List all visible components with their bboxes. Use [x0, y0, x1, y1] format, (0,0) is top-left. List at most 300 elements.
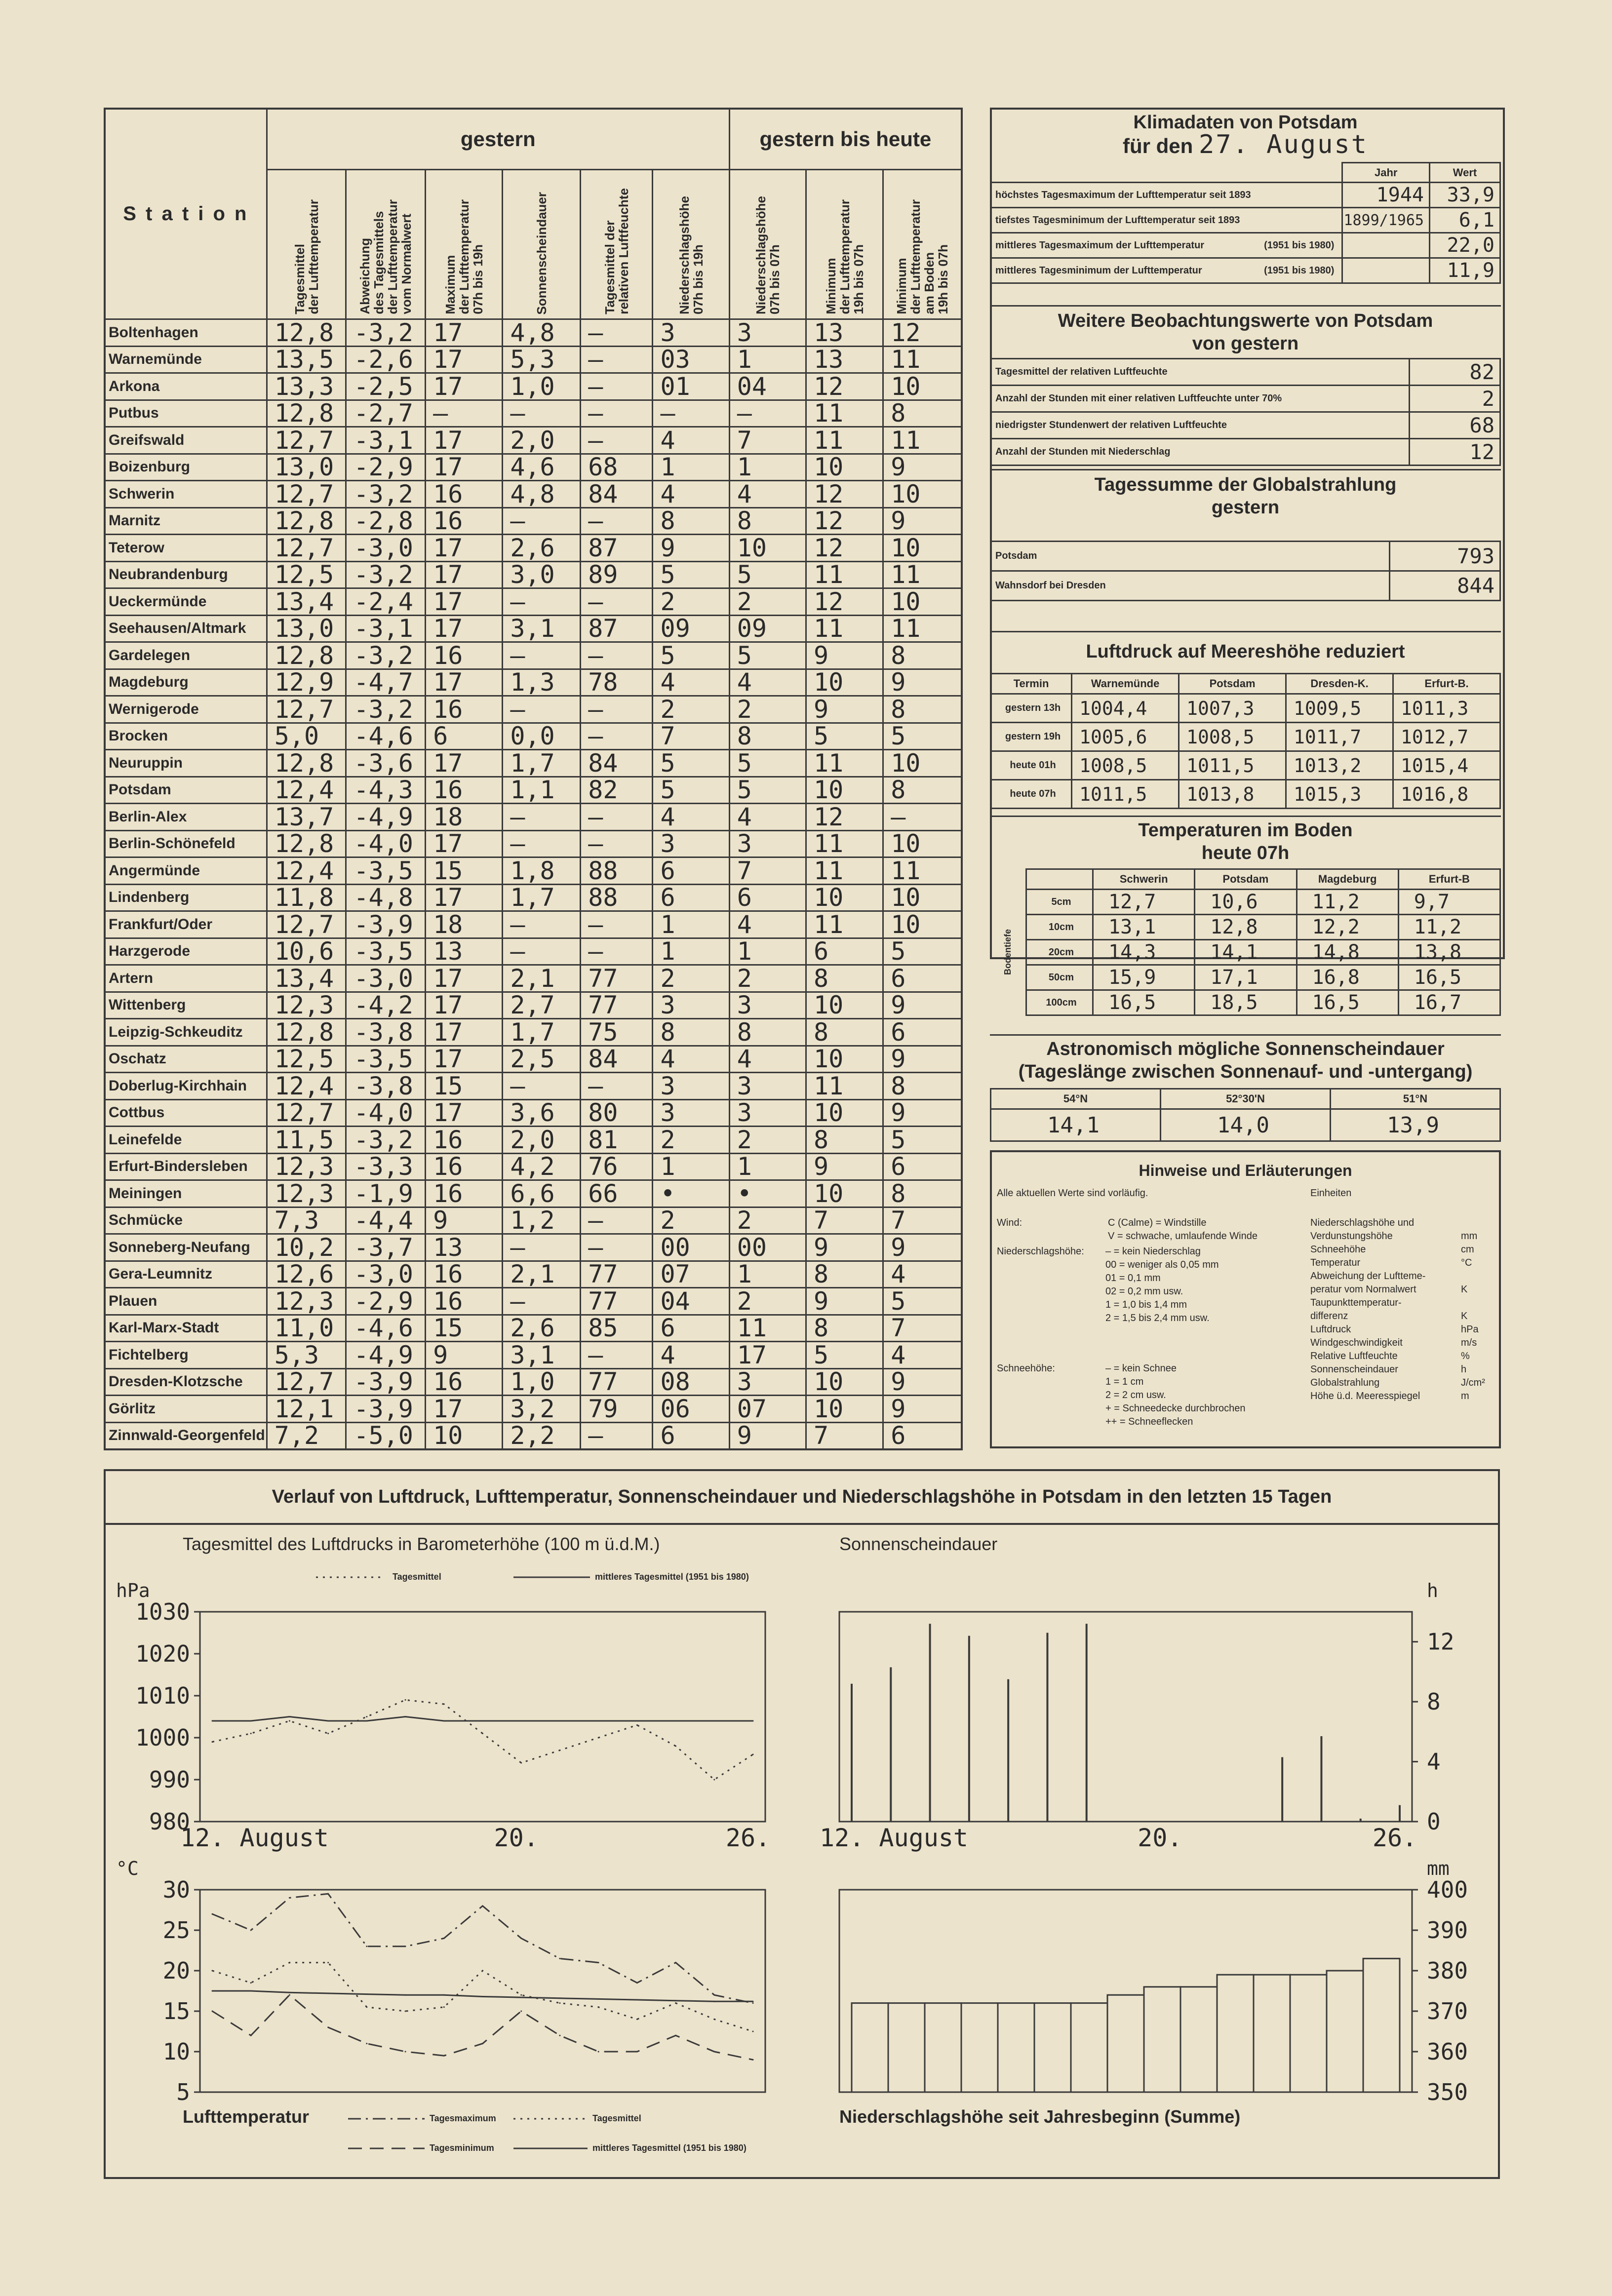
station-value: 12	[806, 507, 883, 535]
note-item: 00 = weniger als 0,05 mm	[1105, 1259, 1219, 1270]
station-value: 07	[729, 1396, 806, 1423]
station-value: 77	[581, 1368, 653, 1396]
station-value: -2,9	[346, 454, 426, 481]
station-value: 11	[806, 857, 883, 885]
station-value: 2	[653, 965, 729, 992]
station-value: 4	[653, 427, 729, 454]
soil-value: 14,1	[1195, 940, 1297, 965]
soil-header: Potsdam	[1195, 869, 1297, 890]
unit-label: Taupunkttemperatur-	[1310, 1297, 1402, 1308]
station-name: Artern	[105, 965, 267, 992]
station-value: 1,7	[503, 750, 581, 777]
chart-0-series-1-point	[520, 1720, 522, 1722]
station-value: 13	[806, 319, 883, 347]
station-value: 0,0	[503, 723, 581, 750]
chart-0-series-0-point	[636, 1724, 638, 1726]
chart-2-ytick-label: 15	[162, 1998, 190, 2024]
group-yesterday: gestern	[267, 109, 729, 170]
station-value: 5	[653, 777, 729, 804]
chart-0-ytick-label: 1030	[135, 1598, 190, 1625]
station-value: -4,4	[346, 1207, 426, 1234]
station-name: Putbus	[105, 400, 267, 427]
station-value: 8	[883, 642, 962, 669]
chart-2-series-2-point	[520, 2011, 522, 2012]
soil-depth: 100cm	[1026, 990, 1093, 1015]
unit-label: Windgeschwindigkeit	[1310, 1337, 1403, 1348]
chart-3-bar	[1327, 1971, 1363, 2092]
station-value: 5	[883, 938, 962, 965]
chart-0-series-1-point	[212, 1720, 213, 1722]
chart-2-series-1-point	[559, 2002, 560, 2004]
unit-symbol: h	[1461, 1364, 1467, 1375]
station-value: 10	[806, 1099, 883, 1127]
chart-2-series-1-point	[289, 1962, 290, 1963]
station-value: -4,9	[346, 1342, 426, 1369]
station-name: Warnemünde	[105, 346, 267, 373]
station-value: 66	[581, 1180, 653, 1207]
station-value: 12,7	[267, 1368, 346, 1396]
astro-header: 51°N	[1331, 1089, 1500, 1109]
chart-0-ytick-label: 1000	[135, 1724, 190, 1751]
station-value: -2,9	[346, 1288, 426, 1315]
soil-value: 16,8	[1297, 965, 1398, 990]
station-value: -3,5	[346, 857, 426, 885]
station-value: 11	[806, 561, 883, 588]
unit-label: Verdunstungshöhe	[1310, 1231, 1393, 1242]
chart-2-series-0-point	[752, 2002, 754, 2004]
chart-0-series-1-point	[250, 1720, 252, 1722]
chart-0-series-0-point	[250, 1733, 252, 1734]
chart-2-ytick-label: 20	[162, 1957, 190, 1984]
station-value: -4,6	[346, 1315, 426, 1342]
pressure-value: 1011,3	[1393, 694, 1500, 723]
unit-symbol: K	[1461, 1284, 1468, 1295]
station-name: Sonneberg-Neufang	[105, 1234, 267, 1261]
station-name: Boltenhagen	[105, 319, 267, 347]
pressure-term: gestern 13h	[991, 694, 1072, 723]
chart-3-bar	[1254, 1975, 1290, 2092]
station-name: Görlitz	[105, 1396, 267, 1423]
station-value: 8	[806, 1127, 883, 1154]
pressure-header: Termin	[991, 674, 1072, 694]
chart-0-ytick-label: 980	[149, 1808, 190, 1835]
chart-3-ytick-label: 400	[1427, 1876, 1468, 1903]
station-value: 3	[653, 830, 729, 857]
station-value: 12,5	[267, 561, 346, 588]
chart-3-bar	[925, 2003, 961, 2092]
station-value: -4,0	[346, 830, 426, 857]
station-value: 77	[581, 1261, 653, 1288]
station-value: 16	[426, 777, 503, 804]
soil-value: 17,1	[1195, 965, 1297, 990]
station-value: 17	[426, 750, 503, 777]
station-value: –	[883, 804, 962, 831]
chart-1-xlabel: 12. August	[820, 1824, 969, 1852]
station-value: 10	[806, 1046, 883, 1073]
station-value: 4	[729, 481, 806, 508]
station-value: 2	[729, 1207, 806, 1234]
station-value: 2,6	[503, 1315, 581, 1342]
chart-1-ytick-label: 8	[1427, 1688, 1441, 1715]
climate-label-text: höchstes Tagesmaximum der Lufttemperatur seit 1893	[995, 189, 1251, 200]
chart-2-series-1-point	[713, 2019, 715, 2020]
soil-value: 10,6	[1195, 890, 1297, 915]
chart-3-bar	[852, 2003, 888, 2092]
station-value: 5	[653, 750, 729, 777]
unit-label: Schneehöhe	[1310, 1244, 1366, 1255]
station-value: 17	[426, 535, 503, 562]
unit-label: peratur vom Normalwert	[1310, 1284, 1416, 1295]
chart-0-xlabel: 26.	[725, 1824, 771, 1852]
astro-header: 54°N	[991, 1089, 1161, 1109]
climate-label-text: mittleres Tagesminimum der Lufttemperatur	[995, 265, 1202, 276]
unit-symbol: J/cm²	[1461, 1377, 1485, 1388]
station-value: 1,0	[503, 373, 581, 400]
station-value: 10	[883, 481, 962, 508]
chart-3-bar	[888, 2003, 925, 2092]
station-value: 17	[426, 1396, 503, 1423]
station-value: 17	[426, 561, 503, 588]
station-value: 12,4	[267, 777, 346, 804]
station-value: 12	[883, 319, 962, 347]
station-value: 9	[883, 1368, 962, 1396]
station-value: -2,8	[346, 507, 426, 535]
station-value: 3,6	[503, 1099, 581, 1127]
chart-1-ytick-label: 4	[1427, 1748, 1441, 1775]
station-value: -3,7	[346, 1234, 426, 1261]
station-value: 2	[653, 1207, 729, 1234]
group-yesterday-today: gestern bis heute	[729, 109, 962, 170]
unit-label: Abweichung der Luftteme-	[1310, 1271, 1426, 1282]
soil-value: 13,8	[1398, 940, 1500, 965]
column-header-text: Niederschlagshöhe 07h bis 07h	[753, 196, 782, 314]
station-value: 84	[581, 750, 653, 777]
chart-2-series-1-point	[482, 1970, 483, 1972]
soil-title: Temperaturen im Boden heute 07h	[990, 816, 1501, 864]
station-value: 4	[729, 669, 806, 696]
station-value: 04	[729, 373, 806, 400]
station-value: 11	[883, 561, 962, 588]
station-value: 12	[806, 535, 883, 562]
station-value: 9	[883, 669, 962, 696]
station-value: -3,0	[346, 535, 426, 562]
station-value: 2	[729, 1288, 806, 1315]
station-value: 12,7	[267, 481, 346, 508]
station-value: 5	[806, 1342, 883, 1369]
station-value: 4	[653, 669, 729, 696]
station-name: Doberlug-Kirchhain	[105, 1073, 267, 1100]
station-name: Wernigerode	[105, 696, 267, 723]
station-value: 9	[806, 696, 883, 723]
soil-depth: 10cm	[1026, 915, 1093, 940]
chart-3-bar	[1144, 1987, 1180, 2092]
station-value: -3,2	[346, 561, 426, 588]
station-value: 1	[653, 911, 729, 938]
station-value: 13	[806, 346, 883, 373]
station-value: 2,5	[503, 1046, 581, 1073]
station-name: Lindenberg	[105, 884, 267, 911]
pressure-header: Dresden-K.	[1286, 674, 1393, 694]
chart-2-series-0-point	[675, 1962, 676, 1963]
further-value: 82	[1410, 359, 1500, 386]
soil-depth: 20cm	[1026, 940, 1093, 965]
station-value: 8	[729, 723, 806, 750]
station-value: 17	[426, 1099, 503, 1127]
station-value: 3,2	[503, 1396, 581, 1423]
notes-title: Hinweise und Erläuterungen	[1139, 1162, 1352, 1179]
station-value: 75	[581, 1019, 653, 1046]
station-value: -3,2	[346, 642, 426, 669]
station-value: 4	[729, 804, 806, 831]
station-value: 3	[653, 1073, 729, 1100]
station-value: -3,2	[346, 696, 426, 723]
station-value: 2,0	[503, 427, 581, 454]
station-value: 17	[426, 373, 503, 400]
station-value: 7	[883, 1315, 962, 1342]
station-value: 6	[653, 1422, 729, 1449]
station-value: 2,7	[503, 992, 581, 1019]
station-value: -3,9	[346, 1396, 426, 1423]
unit-label: Globalstrahlung	[1310, 1377, 1380, 1388]
station-value: 13,0	[267, 615, 346, 642]
station-value: 12,6	[267, 1261, 346, 1288]
station-value: 8	[883, 777, 962, 804]
station-value: 1,8	[503, 857, 581, 885]
station-value: 2	[653, 588, 729, 616]
station-name: Boizenburg	[105, 454, 267, 481]
station-value: 76	[581, 1153, 653, 1180]
station-value: -4,9	[346, 804, 426, 831]
station-value: 3,0	[503, 561, 581, 588]
soil-value: 12,2	[1297, 915, 1398, 940]
station-value: 08	[653, 1368, 729, 1396]
pressure-header: Warnemünde	[1072, 674, 1179, 694]
pressure-term: gestern 19h	[991, 723, 1072, 751]
station-value: 9	[806, 1288, 883, 1315]
station-value: 13,0	[267, 454, 346, 481]
legend-temp-max: Tagesmaximum	[430, 2113, 496, 2123]
station-name: Ueckermünde	[105, 588, 267, 616]
station-value: 15	[426, 1073, 503, 1100]
station-value: 06	[653, 1396, 729, 1423]
station-value: 6	[653, 884, 729, 911]
station-header: S t a t i o n	[105, 109, 267, 319]
station-name: Magdeburg	[105, 669, 267, 696]
station-value: 82	[581, 777, 653, 804]
station-value: 6	[806, 938, 883, 965]
chart-3-ytick-label: 350	[1427, 2079, 1468, 2105]
station-value: 16	[426, 1180, 503, 1207]
station-value: 17	[426, 992, 503, 1019]
chart-2-series-2-point	[636, 2051, 638, 2053]
station-value: 8	[806, 965, 883, 992]
station-name: Fichtelberg	[105, 1342, 267, 1369]
station-value: 17	[426, 830, 503, 857]
further-label: Anzahl der Stunden mit einer relativen Luftfeuchte unter 70%	[991, 386, 1410, 412]
station-value: 1	[729, 346, 806, 373]
notes-units-title: Einheiten	[1310, 1188, 1352, 1199]
pressure-title: Luftdruck auf Meereshöhe reduziert	[990, 631, 1501, 673]
station-value: 11	[806, 911, 883, 938]
pressure-value: 1015,4	[1393, 751, 1500, 780]
station-value: 7,3	[267, 1207, 346, 1234]
station-value: 9	[806, 1234, 883, 1261]
climate-col-year: Jahr	[1342, 163, 1430, 183]
station-value: –	[581, 346, 653, 373]
station-value: 2	[729, 696, 806, 723]
station-value: –	[581, 373, 653, 400]
station-value: 77	[581, 965, 653, 992]
station-value: 17	[426, 346, 503, 373]
station-value: 00	[653, 1234, 729, 1261]
station-value: -3,0	[346, 1261, 426, 1288]
station-value: 9	[883, 1234, 962, 1261]
station-value: 3	[729, 1099, 806, 1127]
station-value: 12	[806, 588, 883, 616]
station-name: Oschatz	[105, 1046, 267, 1073]
station-value: 11	[806, 400, 883, 427]
chart-0-series-0-point	[366, 1716, 367, 1717]
station-value: 18	[426, 911, 503, 938]
station-value: -3,8	[346, 1073, 426, 1100]
chart-0-xlabel: 20.	[494, 1824, 539, 1852]
climate-col-value: Wert	[1430, 163, 1500, 183]
chart-2-series-3-point	[366, 1993, 367, 1995]
station-name: Berlin-Alex	[105, 804, 267, 831]
chart-2-title: Lufttemperatur	[183, 2106, 310, 2127]
chart-3-ylabel: mm	[1427, 1858, 1450, 1879]
chart-2-series-2-point	[405, 2051, 406, 2053]
station-value: 80	[581, 1099, 653, 1127]
station-value: 8	[883, 1180, 962, 1207]
chart-0-ylabel: hPa	[116, 1580, 150, 1601]
station-value: 16	[426, 696, 503, 723]
station-value: 13,7	[267, 804, 346, 831]
chart-2-series-3-point	[598, 1998, 599, 2000]
station-name: Meiningen	[105, 1180, 267, 1207]
station-value: 09	[653, 615, 729, 642]
chart-2-series-1-point	[366, 2006, 367, 2008]
station-value: 10	[883, 535, 962, 562]
legend-pressure-normal: mittleres Tagesmittel (1951 bis 1980)	[595, 1572, 749, 1582]
station-value: –	[581, 696, 653, 723]
station-value: -3,3	[346, 1153, 426, 1180]
station-value: 12,4	[267, 1073, 346, 1100]
station-value: 12,3	[267, 1180, 346, 1207]
chart-1-frame	[839, 1612, 1412, 1822]
station-value: 6	[653, 1315, 729, 1342]
chart-0-series-1-point	[443, 1720, 445, 1722]
climate-value: 33,9	[1430, 183, 1500, 208]
station-value: –	[503, 938, 581, 965]
chart-2-series-2-point	[675, 2035, 676, 2036]
chart-2-series-3-point	[482, 1996, 483, 1997]
legend-temp-min: Tagesminimum	[430, 2143, 494, 2153]
station-value: 10	[806, 669, 883, 696]
legend-pressure-mean: Tagesmittel	[393, 1572, 441, 1582]
station-value: 10	[883, 373, 962, 400]
station-value: -3,5	[346, 1046, 426, 1073]
soil-value: 16,5	[1297, 990, 1398, 1015]
station-value: 1	[729, 1261, 806, 1288]
chart-0-series-0-point	[405, 1699, 406, 1701]
station-value: –	[653, 400, 729, 427]
station-value: 1,7	[503, 1019, 581, 1046]
station-value: 3,1	[503, 615, 581, 642]
station-value: 88	[581, 857, 653, 885]
note-item: ++ = Schneeflecken	[1105, 1416, 1193, 1427]
station-value: 4,8	[503, 481, 581, 508]
station-value: 1,0	[503, 1368, 581, 1396]
station-value: 9	[883, 1396, 962, 1423]
soil-value: 16,5	[1398, 965, 1500, 990]
station-value: 10	[426, 1422, 503, 1449]
station-value: –	[581, 830, 653, 857]
station-value: 3,1	[503, 1342, 581, 1369]
station-value: –	[581, 938, 653, 965]
station-value: 12,3	[267, 1153, 346, 1180]
station-name: Brocken	[105, 723, 267, 750]
station-value: 16	[426, 1153, 503, 1180]
station-value: 6	[883, 1422, 962, 1449]
chart-2-series-2-point	[250, 2035, 252, 2036]
station-value: 6	[883, 1019, 962, 1046]
station-value: 9	[729, 1422, 806, 1449]
station-value: -3,1	[346, 615, 426, 642]
notes-snow-label: Schneehöhe:	[997, 1363, 1055, 1374]
chart-1-xlabel: 26.	[1372, 1824, 1417, 1852]
station-value: 1	[653, 938, 729, 965]
chart-0-series-0-point	[713, 1779, 715, 1781]
chart-3-ytick-label: 380	[1427, 1957, 1468, 1984]
station-value: 17	[426, 965, 503, 992]
chart-3-bar	[1107, 1995, 1144, 2092]
station-value: 10	[883, 750, 962, 777]
station-value: 9	[883, 992, 962, 1019]
station-value: 16	[426, 1261, 503, 1288]
station-value: 2	[653, 1127, 729, 1154]
unit-label: Relative Luftfeuchte	[1310, 1351, 1398, 1362]
station-value: 5	[729, 642, 806, 669]
station-value: 8	[883, 696, 962, 723]
station-value: 78	[581, 669, 653, 696]
station-value: •	[653, 1180, 729, 1207]
station-value: 8	[883, 1073, 962, 1100]
station-value: 8	[729, 507, 806, 535]
climate-value: 11,9	[1430, 258, 1500, 283]
station-value: 17	[426, 884, 503, 911]
station-value: 5,0	[267, 723, 346, 750]
station-value: 17	[426, 1019, 503, 1046]
station-value: –	[503, 830, 581, 857]
station-value: 04	[653, 1288, 729, 1315]
unit-label: Höhe ü.d. Meeresspiegel	[1310, 1391, 1420, 1401]
station-value: 5	[806, 723, 883, 750]
chart-2-series-0-point	[366, 1946, 367, 1947]
station-value: 15	[426, 857, 503, 885]
astro-value: 13,9	[1331, 1109, 1500, 1141]
station-value: 4,2	[503, 1153, 581, 1180]
unit-label: differenz	[1310, 1311, 1348, 1322]
chart-2-series-3-point	[289, 1992, 290, 1993]
station-value: 4	[883, 1342, 962, 1369]
station-value: 10	[883, 830, 962, 857]
station-value: 17	[426, 669, 503, 696]
station-value: -3,9	[346, 1368, 426, 1396]
chart-2-series-0-point	[289, 1897, 290, 1899]
station-value: -3,0	[346, 965, 426, 992]
station-value: 79	[581, 1396, 653, 1423]
